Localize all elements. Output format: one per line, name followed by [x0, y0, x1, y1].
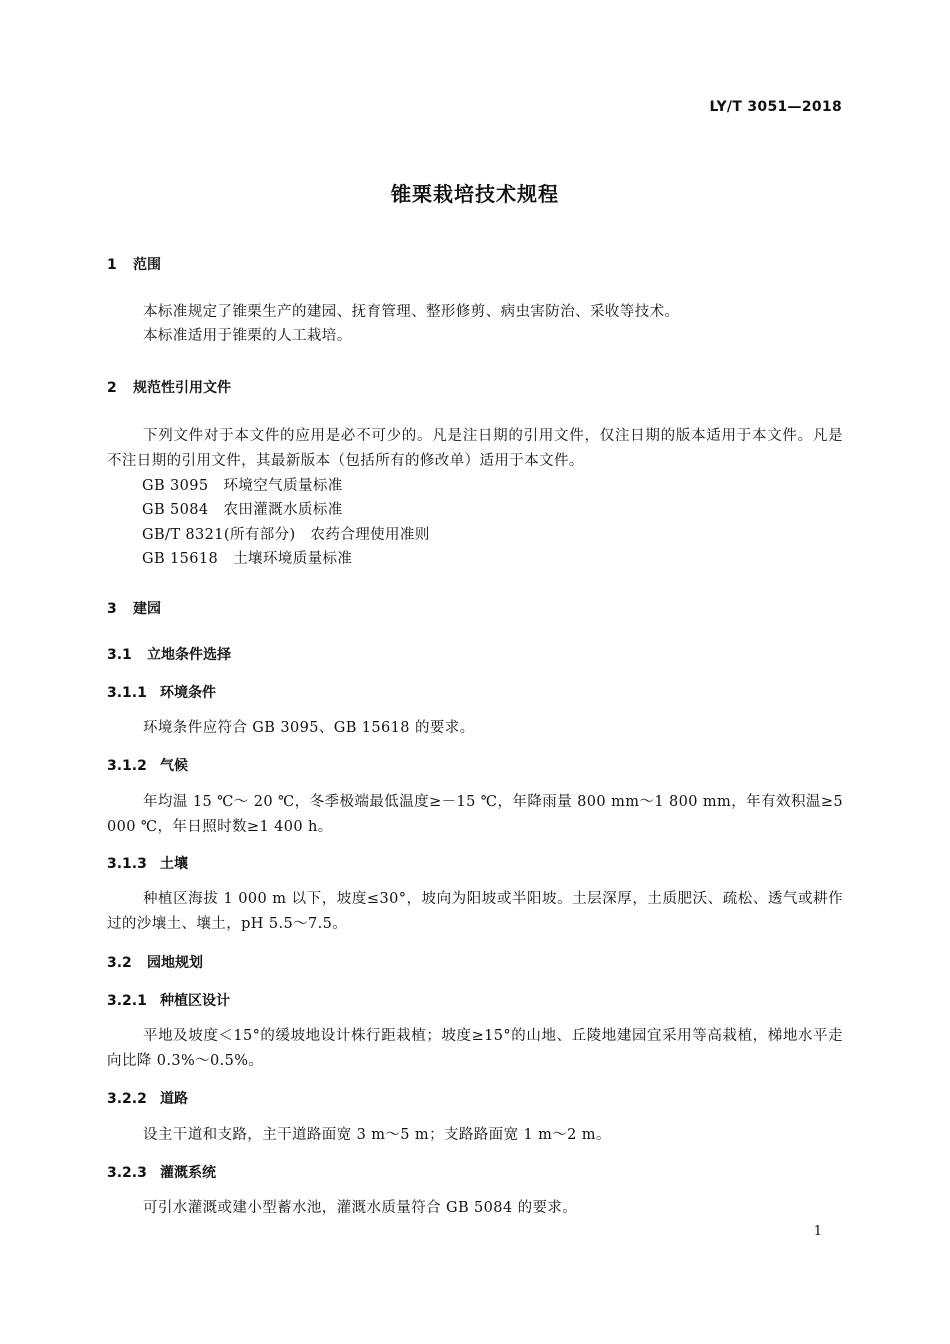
section-label: 气候 [160, 758, 188, 774]
paragraph: 环境条件应符合 GB 3095、GB 15618 的要求。 [143, 720, 475, 736]
section-3-1-2-heading [107, 755, 188, 775]
section-label: 土壤 [160, 856, 188, 872]
section-2-heading [107, 377, 231, 397]
section-3-2-3-heading [107, 1162, 216, 1182]
document-title: 锥栗栽培技术规程 [391, 182, 559, 206]
paragraph: 下列文件对于本文件的应用是必不可少的。凡是注日期的引用文件，仅注日期的版本适用于本文件。凡是不注日期的引用文件，其最新版本（包括所有的修改单）适用于本文件。 [107, 428, 843, 469]
section-number: 3.1.2 [107, 758, 147, 774]
section-number: 3.2.1 [107, 993, 147, 1009]
standard-number: LY/T 3051—2018 [709, 99, 842, 115]
reference-name: 农药合理使用准则 [310, 527, 430, 543]
section-number: 3.2.3 [107, 1165, 147, 1181]
reference-item [142, 474, 343, 495]
reference-item [142, 547, 352, 568]
section-number: 3.2 [107, 955, 132, 971]
paragraph: 可引水灌溉或建小型蓄水池，灌溉水质量符合 GB 5084 的要求。 [143, 1200, 578, 1216]
section-1-heading [107, 254, 161, 274]
paragraph: 本标准适用于锥栗的人工栽培。 [143, 328, 352, 344]
section-label: 环境条件 [160, 685, 216, 701]
reference-name: 环境空气质量标准 [223, 478, 343, 494]
section-number: 3 [107, 601, 117, 617]
paragraph: 年均温 15 ℃～ 20 ℃，冬季极端最低温度≥－15 ℃，年降雨量 800 mm～1 800 mm，年有效积温≥5 000 ℃，年日照时数≥1 400 h。 [107, 794, 843, 835]
paragraph: 种植区海拔 1 000 m 以下，坡度≤30°，坡向为阳坡或半阳坡。土层深厚，土质肥沃、疏松、透气或耕作过的沙壤土、壤土，pH 5.5～7.5。 [107, 891, 843, 932]
reference-code: GB 15618 [142, 551, 219, 567]
section-label: 道路 [160, 1091, 188, 1107]
section-number: 2 [107, 380, 117, 396]
reference-code: GB/T 8321(所有部分) [142, 527, 296, 543]
reference-item [142, 498, 343, 519]
section-label: 种植区设计 [160, 993, 230, 1009]
section-label: 规范性引用文件 [133, 380, 231, 396]
section-number: 3.1.1 [107, 685, 147, 701]
section-number: 3.1 [107, 647, 132, 663]
paragraph: 平地及坡度＜15°的缓坡地设计株行距栽植；坡度≥15°的山地、丘陵地建园宜采用等高栽植，梯地水平走向比降 0.3%～0.5%。 [107, 1028, 843, 1069]
section-3-1-3-heading [107, 853, 188, 873]
reference-code: GB 5084 [142, 502, 209, 518]
section-number: 1 [107, 257, 117, 273]
section-label: 灌溉系统 [160, 1165, 216, 1181]
section-3-2-2-heading [107, 1088, 188, 1108]
section-3-1-heading [107, 644, 231, 664]
reference-code: GB 3095 [142, 478, 209, 494]
section-3-1-1-heading [107, 682, 216, 702]
section-number: 3.1.3 [107, 856, 147, 872]
section-3-2-1-heading [107, 990, 230, 1010]
section-label: 立地条件选择 [147, 647, 231, 663]
section-label: 范围 [133, 257, 161, 273]
reference-name: 农田灌溉水质标准 [223, 502, 343, 518]
page-number: 1 [813, 1224, 822, 1239]
section-label: 建园 [133, 601, 161, 617]
section-3-2-heading [107, 952, 203, 972]
section-label: 园地规划 [147, 955, 203, 971]
paragraph: 设主干道和支路，主干道路面宽 3 m～5 m；支路路面宽 1 m～2 m。 [143, 1127, 611, 1143]
reference-name: 土壤环境质量标准 [233, 551, 353, 567]
reference-item [142, 523, 430, 544]
section-number: 3.2.2 [107, 1091, 147, 1107]
section-3-heading [107, 598, 161, 618]
paragraph: 本标准规定了锥栗生产的建园、抚育管理、整形修剪、病虫害防治、采收等技术。 [143, 304, 680, 320]
